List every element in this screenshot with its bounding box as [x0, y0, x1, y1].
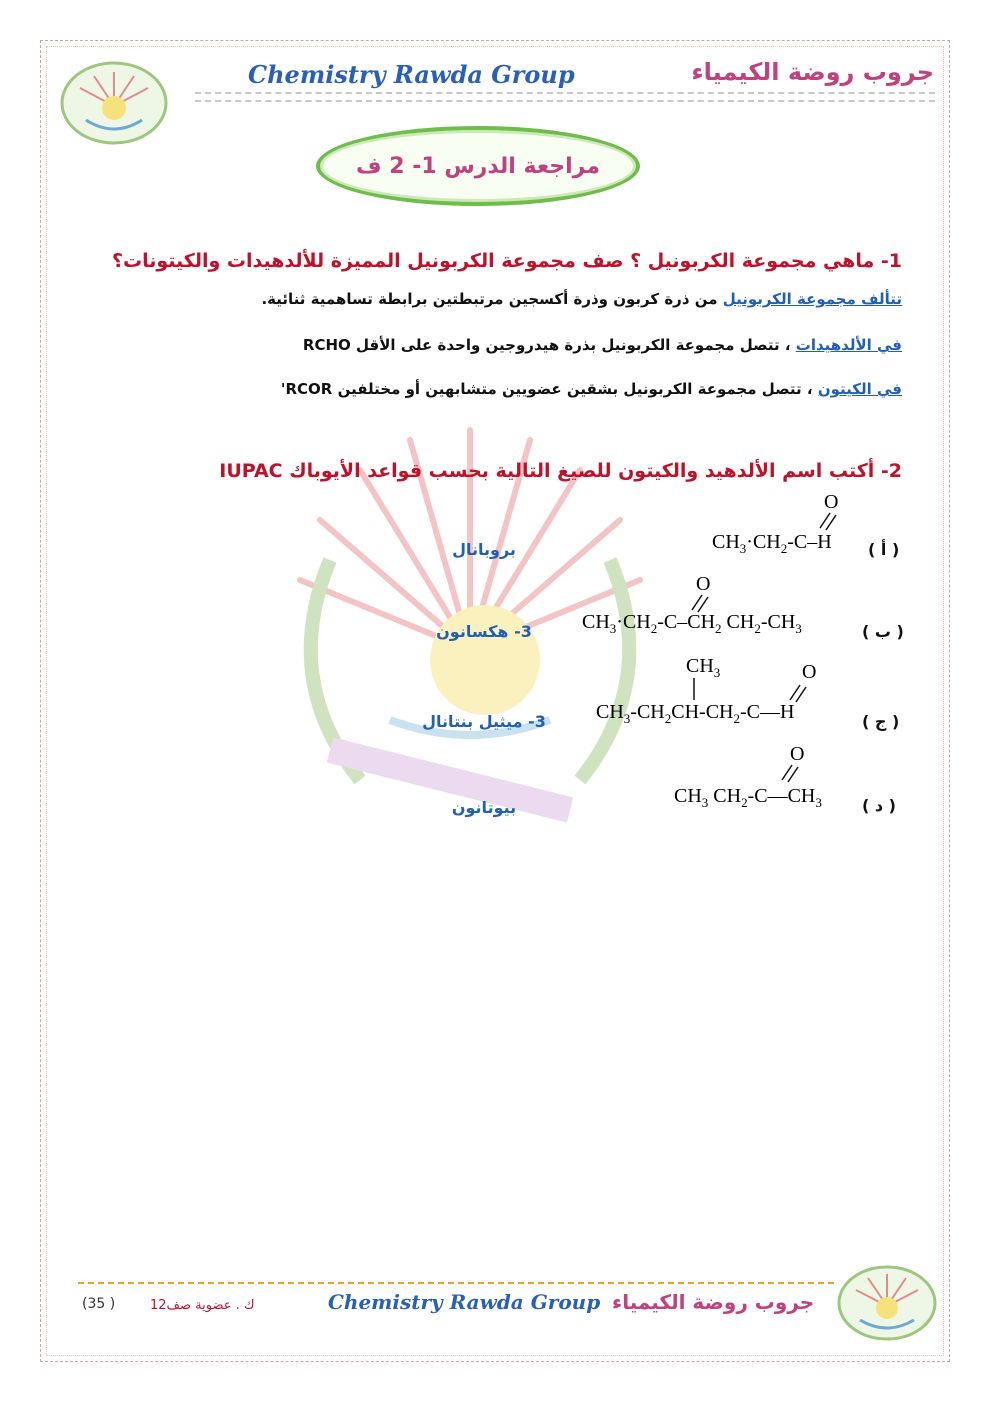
answer-1-line-3 [281, 380, 902, 398]
header-divider [195, 92, 935, 102]
footer-subject: ك . عضوية صف12 [150, 1298, 255, 1313]
lesson-title: مراجعة الدرس 1- 2 ف [356, 153, 600, 179]
svg-text:CH3·CH2-C–H: $CH_3\cdot CH_2-C-H$ [712, 531, 832, 556]
svg-text:CH3 CH2-C—CH3: $CH_3$ $CH_2-C—CH_3$ [674, 785, 822, 810]
svg-text:CH3: $CH_3$ [686, 655, 721, 680]
header-title-ar: جروب روضة الكيمياء [691, 58, 934, 86]
answer-c: 3- ميثيل بنتانال [422, 712, 546, 731]
footer-logo [832, 1262, 942, 1344]
header-title-en: Chemistry Rawda Group [248, 60, 575, 89]
formula-d [672, 740, 872, 810]
answer-1-line-3-label: في الكيتون [817, 380, 902, 398]
answer-1-line-1-label: تتألف مجموعة الكربونيل [722, 290, 902, 308]
answer-1-line-2 [303, 336, 902, 354]
label-d: ( د ) [862, 796, 896, 815]
footer-divider [78, 1282, 834, 1284]
formula-c [594, 650, 864, 730]
label-b: ( ب ) [862, 622, 904, 641]
footer-title-en: Chemistry Rawda Group [328, 1290, 601, 1314]
answer-1-line-1-text: من ذرة كربون وذرة أكسجين مرتبطتين برابطة تساهمية ثنائية. [261, 290, 723, 308]
answer-a: بروبانال [452, 540, 516, 559]
svg-text:O: O [824, 491, 839, 513]
formula-b [580, 570, 860, 640]
answer-1-line-1 [261, 290, 902, 308]
svg-text:O: O [696, 573, 711, 595]
footer-title-ar: جروب روضة الكيمياء [612, 1290, 815, 1314]
formula-a [700, 488, 870, 558]
page-number: (35 ) [82, 1296, 116, 1312]
question-1: 1- ماهي مجموعة الكربونيل ؟ صف مجموعة الكربونيل المميزة للألدهيدات والكيتونات؟ [111, 250, 902, 272]
header-logo [54, 58, 174, 148]
svg-text:CH3-CH2CH-CH2-C—H: $CH_3-CH_2CH-CH_2-C—H$ [596, 701, 795, 726]
answer-b: 3- هكسانون [436, 622, 532, 641]
answer-1-line-2-text: ، تتصل مجموعة الكربونيل بذرة هيدروجين واحدة على الأقل RCHO [302, 336, 796, 354]
svg-text:CH3·CH2-C–CH2 CH2-CH3: $CH_3\cdot CH_2-C-CH_2$ $CH_2-CH_3$ [582, 611, 802, 636]
answer-1-line-3-text: ، تتصل مجموعة الكربونيل بشقين عضويين متشابهين أو مختلفين RCOR' [280, 380, 818, 398]
lesson-title-badge [316, 126, 640, 206]
svg-text:O: O [790, 743, 805, 765]
label-a: ( أ ) [868, 540, 900, 559]
question-2: 2- أكتب اسم الألدهيد والكيتون للصيغ التالية بحسب قواعد الأيوباك IUPAC [219, 460, 902, 482]
answer-1-line-2-label: في الألدهيدات [795, 336, 902, 354]
svg-text:O: O [802, 661, 817, 683]
label-c: ( ج ) [862, 712, 900, 731]
answer-d: بيوتانون [451, 798, 517, 817]
